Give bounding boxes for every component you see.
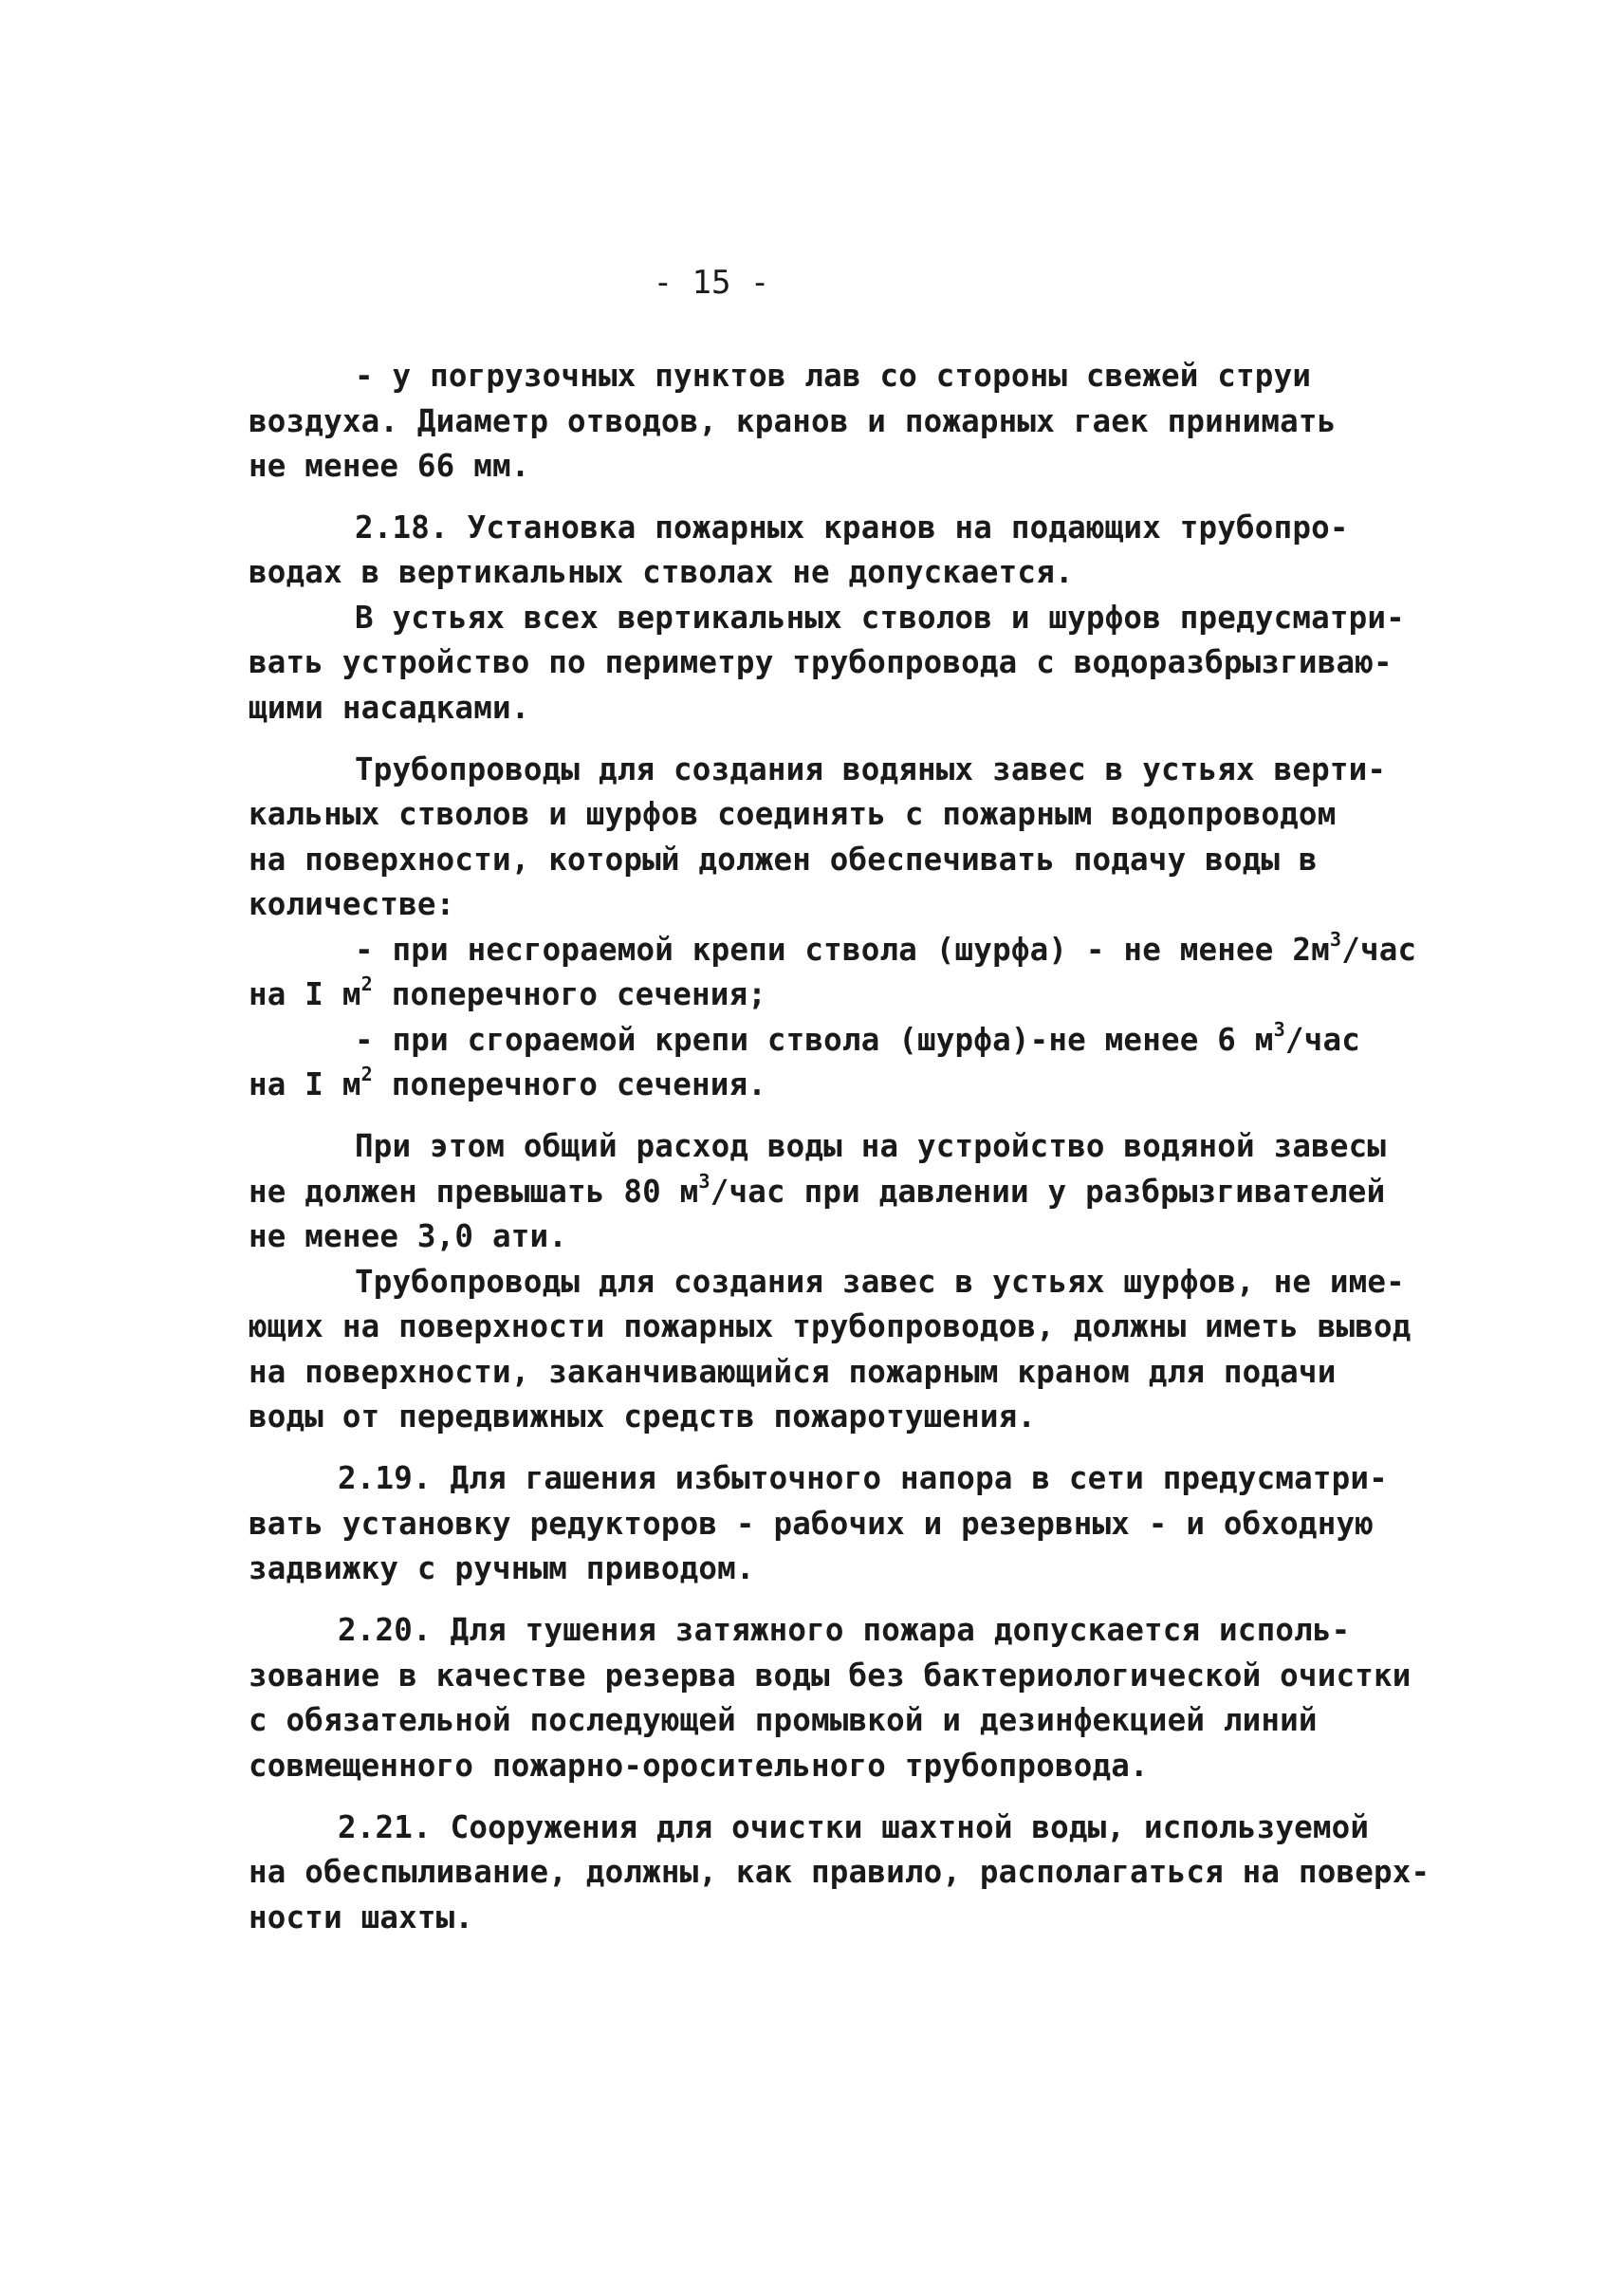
text-run: на I м	[249, 976, 361, 1012]
text-line	[249, 1170, 1386, 1211]
text-line: Трубопроводы для создания водяных завес в устьях верти-	[355, 751, 1387, 787]
text-line: не менее 3,0 ати.	[249, 1218, 568, 1254]
text-line: ющих на поверхности пожарных трубопроводов, должны иметь вывод	[249, 1308, 1412, 1344]
text-line: совмещенного пожарно-оросительного трубопровода.	[249, 1748, 1149, 1784]
text-run: поперечного сечения;	[372, 976, 767, 1012]
superscript: 3	[698, 1170, 710, 1194]
text-line: В устьях всех вертикальных стволов и шурфов предусматри-	[355, 600, 1405, 636]
text-line: зование в качестве резерва воды без бактериологической очистки	[249, 1657, 1412, 1694]
text-line: 2.21. Сооружения для очистки шахтной воды, используемой	[338, 1809, 1370, 1845]
text-run: - при несгораемой крепи ствола (шурфа) - не менее 2м	[355, 932, 1330, 968]
text-line: на поверхности, который должен обеспечивать подачу воды в	[249, 842, 1318, 878]
text-run: /час	[1284, 1022, 1360, 1058]
text-run: поперечного сечения.	[372, 1066, 767, 1102]
page-number: - 15 -	[653, 264, 770, 302]
text-line: на обеспыливание, должны, как правило, располагаться на поверх-	[249, 1854, 1430, 1890]
text-line: не менее 66 мм.	[249, 448, 530, 484]
text-line: Трубопроводы для создания завес в устьях шурфов, не име-	[355, 1264, 1405, 1300]
text-run: не должен превышать 80 м	[249, 1174, 699, 1210]
text-line: задвижку с ручным приводом.	[249, 1550, 755, 1586]
text-line: водах в вертикальных стволах не допускается.	[249, 554, 1074, 590]
text-line: количестве:	[249, 886, 455, 922]
text-line	[249, 972, 767, 1013]
superscript: 2	[360, 972, 373, 996]
text-line: щими насадками.	[249, 690, 530, 726]
text-run: /час при давлении у разбрызгивателей	[710, 1174, 1386, 1210]
text-line: вать устройство по периметру трубопровода с водоразбрызгиваю-	[249, 644, 1393, 680]
text-run: на I м	[249, 1066, 361, 1102]
superscript: 3	[1273, 1018, 1285, 1042]
text-line: на поверхности, заканчивающийся пожарным краном для подачи	[249, 1354, 1337, 1390]
text-line: ности шахты.	[249, 1899, 474, 1935]
text-line	[249, 1065, 766, 1103]
text-line: При этом общий расход воды на устройство водяной завесы	[355, 1128, 1387, 1164]
text-line: воздуха. Диаметр отводов, кранов и пожарных гаек принимать	[249, 403, 1337, 439]
text-line	[355, 1018, 1360, 1059]
superscript: 3	[1329, 928, 1342, 952]
text-line: 2.19. Для гашения избыточного напора в сети предусматри-	[338, 1460, 1388, 1496]
text-line: воды от передвижных средств пожаротушения.	[249, 1398, 1037, 1435]
text-line: 2.18. Установка пожарных кранов на подающих трубопро-	[355, 509, 1349, 546]
text-line: вать установку редукторов - рабочих и резервных - и обходную	[249, 1506, 1374, 1542]
superscript: 2	[360, 1063, 373, 1086]
text-line: - у погрузочных пунктов лав со стороны свежей струи	[355, 358, 1312, 394]
text-line: кальных стволов и шурфов соединять с пожарным водопроводом	[249, 796, 1337, 832]
text-line: 2.20. Для тушения затяжного пожара допускается исполь-	[338, 1612, 1351, 1648]
text-line: с обязательной последующей промывкой и дезинфекцией линий	[249, 1702, 1318, 1738]
text-run: /час	[1341, 932, 1417, 968]
text-run: - при сгораемой крепи ствола (шурфа)-не менее 6 м	[355, 1022, 1274, 1058]
text-line	[355, 928, 1417, 969]
